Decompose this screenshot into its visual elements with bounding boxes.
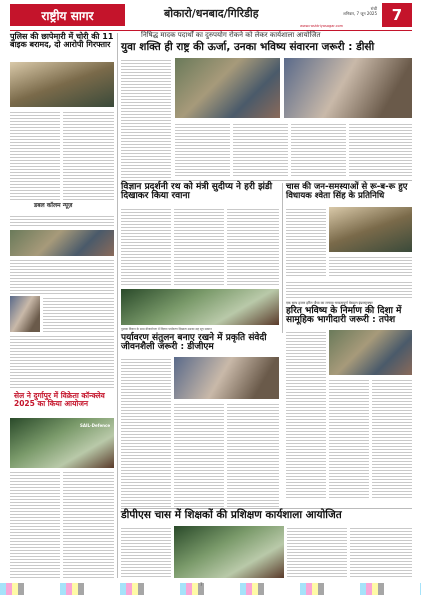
body-paryavaran-3 [227,402,279,507]
section-rule-1 [121,180,412,181]
headline-yuva: युवा शक्ति ही राष्ट्र की ऊर्जा, उनका भविष्य संवारना जरूरी : डीसी [121,41,375,53]
column-divider-2 [282,183,283,333]
headline-sail: सेल ने दुर्गापुर में विक्रेता कॉन्क्लेव 2025 का किया आयोजन [14,391,105,408]
headline-harit: हरित भविष्य के निर्माण की दिशा में सामूहिक भागीदारी जरूरी : तपेश [286,306,402,326]
body-sail-1 [10,470,60,580]
body-harit-3 [372,378,412,500]
body-dps-3 [350,526,412,578]
footer-page-number: 7 [200,582,203,587]
body-yuva-4 [291,122,346,178]
photo-harit [329,330,412,375]
body-dps-1 [121,526,171,578]
photo-vigyan [121,289,279,325]
photo-person [10,296,40,332]
column-divider [117,33,118,578]
kicker-nasha: निषिद्ध मादक पदार्थों का दुरुपयोग रोकने को लेकर कार्यशाला आयोजित [141,31,321,39]
photo-yuva-2 [284,58,412,118]
body-paryavaran-2 [174,402,224,507]
headline-police: पुलिस की छापेमारी में चोरी की 11 बाइक बरामद, दो आरोपी गिरफ्तार [10,32,114,50]
body-chas-1 [286,207,326,277]
body-brief [10,214,114,228]
body-yuva-3 [233,122,288,178]
photo-yuva-1 [175,58,280,118]
body-dps-2 [287,526,347,578]
body-brief-3 [43,296,114,332]
body-harit-2 [329,378,369,500]
body-police-1 [10,110,60,200]
body-paryavaran-1 [121,357,171,507]
dabal-column-label: डबल कॉलम न्यूज़ [34,202,73,209]
sail-banner: SAIL-Defence [80,423,111,428]
body-sail-2 [63,470,114,580]
kicker-vriksh: एक साथ हजार हरित पौधा का लगाया भव्यतापूर्ण वेबदान इंफ्रास्ट्रक्चर [286,301,373,305]
body-yuva-5 [349,122,412,178]
body-vigyan-2 [174,207,224,287]
print-registration-bar [0,583,421,595]
body-yuva-2 [175,122,230,178]
website: www.rashtriyasagar.com [300,24,344,28]
photo-police [10,62,114,107]
headline-paryavaran: पर्यावरण संतुलन बनाए रखने में प्रकृति संवेदी जीवनशैली जरूरी : डीजीएम [121,333,267,353]
body-vigyan-3 [227,207,279,287]
edition-name: बोकारो/धनबाद/गिरिडीह [164,7,259,20]
headline-chas: चास की जन-समस्याओं से रू-ब-रू हुए विधायक श्वेता सिंह के प्रतिनिधि [286,182,408,201]
masthead [0,0,421,30]
body-brief-2 [10,258,114,294]
body-chas-3 [286,280,412,298]
body-vigyan-1 [121,207,171,287]
body-chas-2 [329,255,412,277]
caption-vigyan: पुस्तक विज्ञान के साथ बीजारोपण में विज्ञान पर्यावरण दिखाता उसका सह सूत्र सम्मान [121,327,212,331]
photo-dps [174,526,284,578]
photo-brief [10,230,114,256]
body-yuva-1 [121,58,171,178]
body-brief-4 [10,334,114,390]
paper-name: राष्ट्रीय सागर [10,4,125,26]
page-number: 7 [382,3,412,27]
date-line: रांची शनिवार, 7 जून 2025 [343,6,377,16]
body-police-2 [63,110,114,200]
photo-chas [329,207,412,252]
photo-paryavaran [174,357,279,399]
body-harit-1 [286,330,326,500]
headline-vigyan: विज्ञान प्रदर्शनी रथ को मंत्री सुदीप्य ने हरी झंडी दिखाकर किया रवाना [121,182,273,202]
headline-dps: डीपीएस चास में शिक्षकों की प्रशिक्षण कार्यशाला आयोजित [121,509,342,521]
